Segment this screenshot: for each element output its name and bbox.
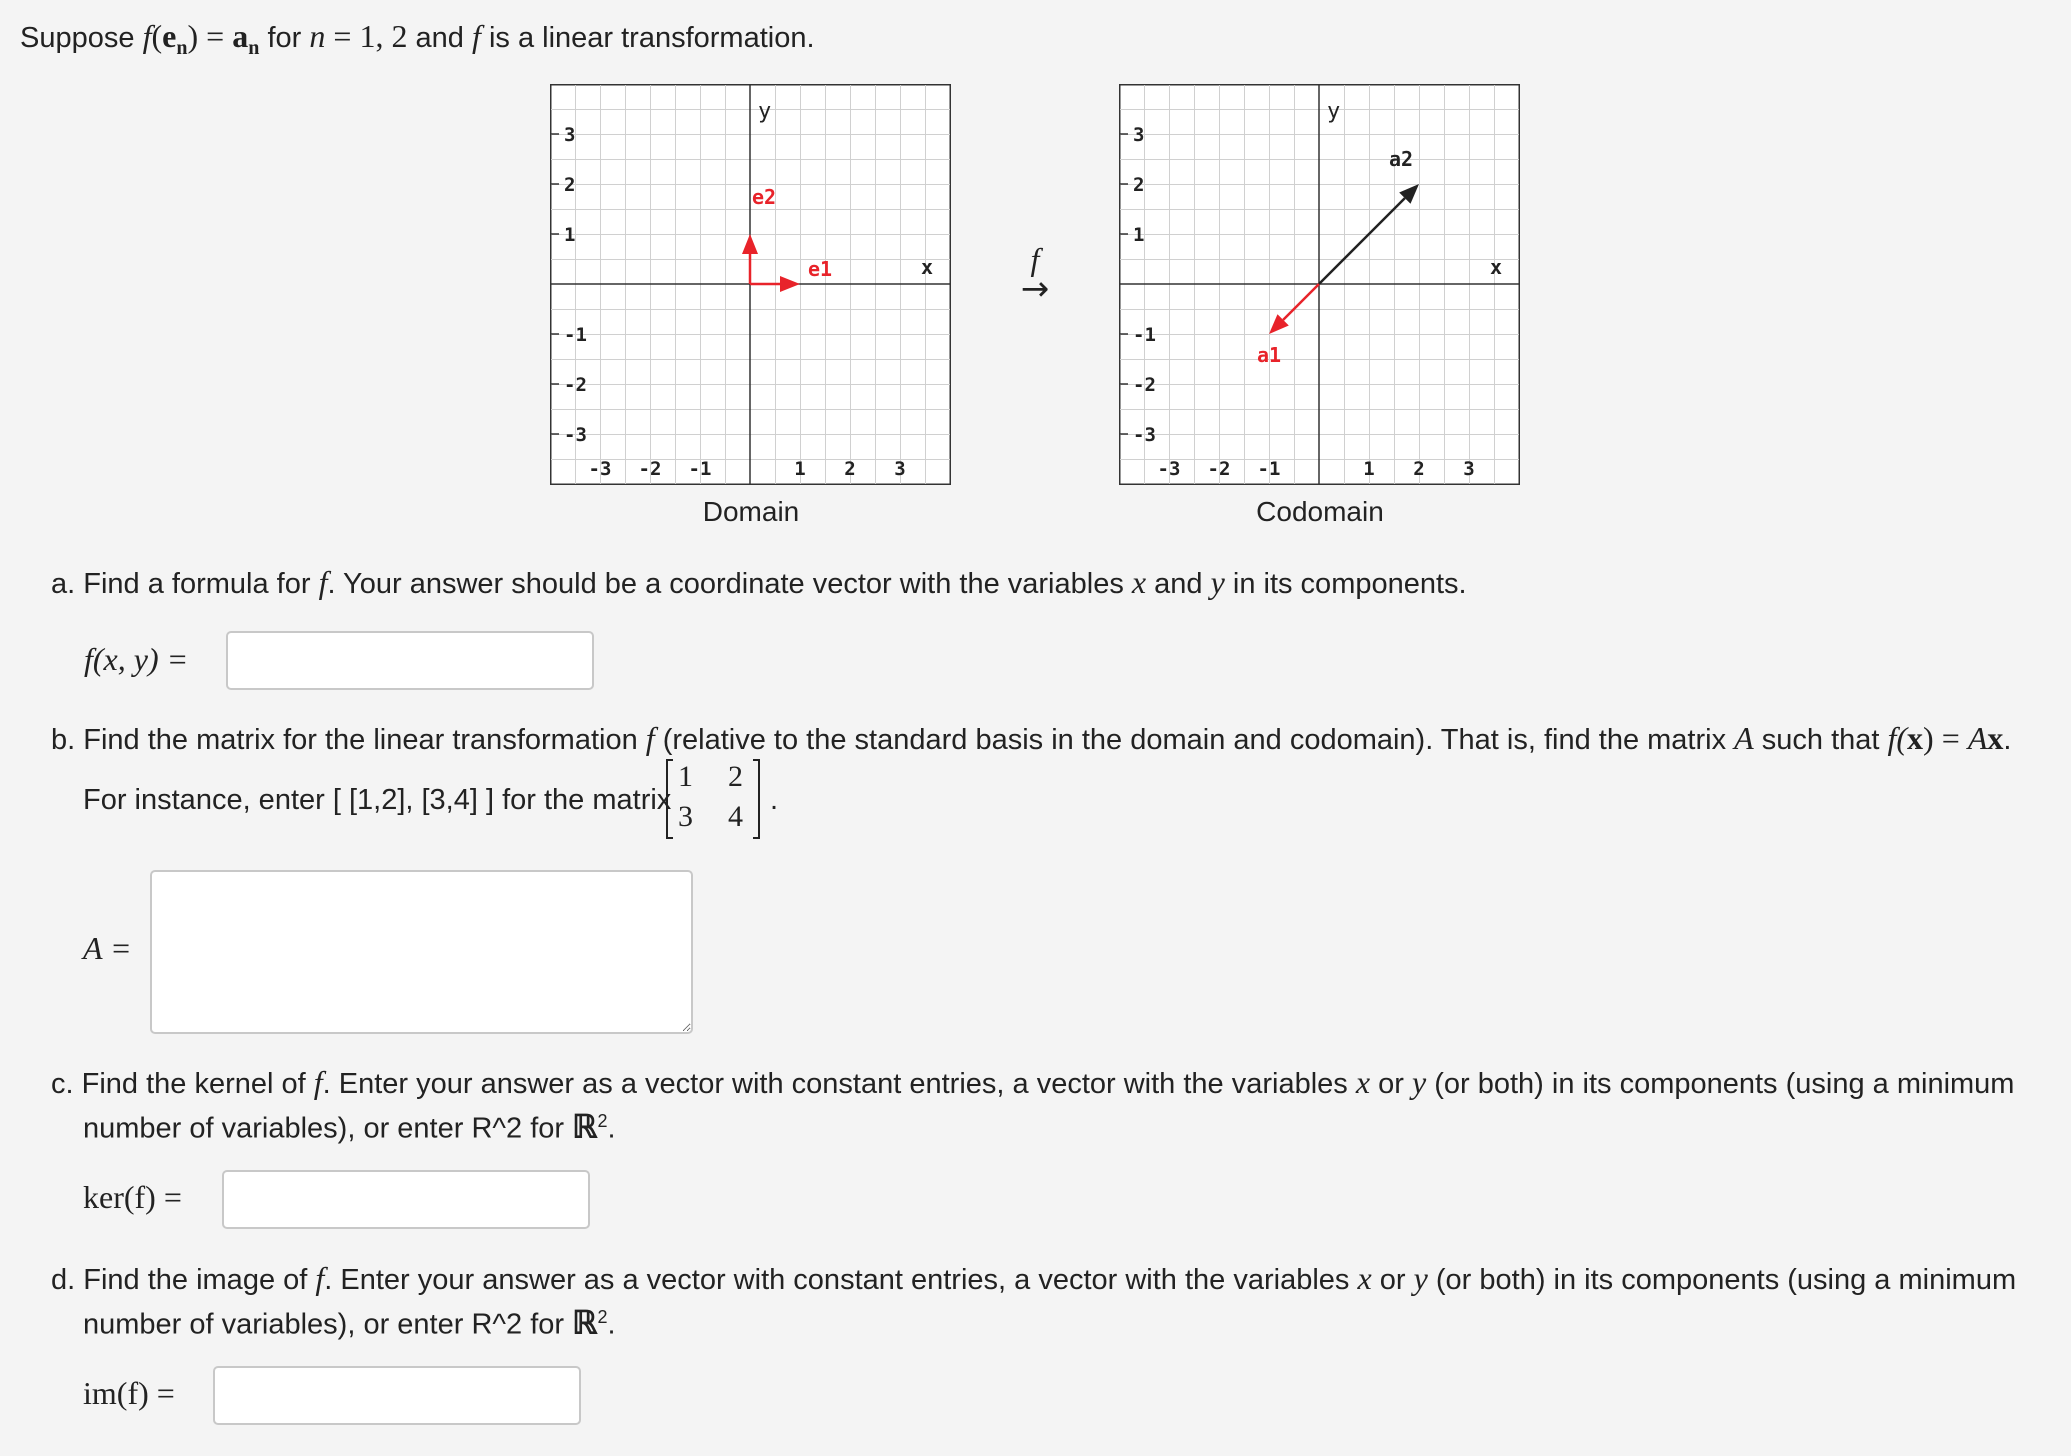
domain-ytick-label: 3 <box>564 124 576 146</box>
codomain-xtick-label: -2 <box>1207 458 1231 480</box>
codomain-ytick-label: -2 <box>1133 374 1156 396</box>
part-a-question: a. Find a formula for f. Your answer should be a coordinate vector with the variables x and y in its components. <box>51 564 1467 600</box>
part-d-question: d. Find the image of f. Enter your answer as a vector with constant entries, a vector with the variables x or y (or both) in its components (using a minimum <box>51 1260 2017 1296</box>
domain-ytick-label: -3 <box>564 424 587 446</box>
codomain-xtick-label: 1 <box>1363 458 1375 480</box>
codomain-axis-x-label: x <box>1490 255 1503 279</box>
codomain-vector-label-a2: a2 <box>1389 147 1414 171</box>
kernel-input[interactable] <box>222 1170 590 1229</box>
domain-xtick-label: 1 <box>794 458 806 480</box>
part-b-instance-text: For instance, enter [ [1,2], [3,4] ] for the matrix <box>83 784 672 816</box>
codomain-xtick-label: -1 <box>1257 458 1281 480</box>
part-d-question-line2: number of variables), or enter R^2 for ℝ$^2$. <box>83 1304 616 1341</box>
domain-ytick-label: -2 <box>564 374 587 396</box>
matrix-r2c1: 3 <box>678 800 693 833</box>
domain-axis-y-label: y <box>758 99 772 124</box>
domain-caption: Domain <box>702 496 800 527</box>
codomain-caption: Codomain <box>1256 496 1384 527</box>
formula-input[interactable] <box>226 631 594 690</box>
domain-axis-x-label: x <box>921 255 934 279</box>
matrix-input[interactable] <box>150 870 693 1034</box>
codomain-graph <box>1119 84 1520 485</box>
domain-xtick-label: -2 <box>638 458 662 480</box>
codomain-vector-label-a1: a1 <box>1257 343 1282 367</box>
part-d-lhs: im(f) = <box>83 1375 175 1411</box>
example-matrix <box>664 758 762 840</box>
codomain-xtick-label: -3 <box>1157 458 1181 480</box>
codomain-ytick-label: -3 <box>1133 424 1156 446</box>
codomain-xtick-label: 2 <box>1413 458 1425 480</box>
domain-graph <box>550 84 951 485</box>
part-c-lhs: ker(f) = <box>83 1179 182 1215</box>
domain-xtick-label: -1 <box>688 458 712 480</box>
map-arrow: → <box>1020 269 1050 309</box>
matrix-r1c1: 1 <box>678 760 693 793</box>
codomain-ytick-label: 3 <box>1133 124 1145 146</box>
domain-ytick-label: -1 <box>564 324 587 346</box>
codomain-ytick-label: 1 <box>1133 224 1145 246</box>
part-a-lhs: f(x, y) = <box>84 641 189 677</box>
part-c-question-line2: number of variables), or enter R^2 for ℝ$^2$. <box>83 1108 616 1145</box>
map-symbol <box>1010 241 1060 309</box>
codomain-xtick-label: 3 <box>1463 458 1475 480</box>
domain-ytick-label: 1 <box>564 224 576 246</box>
intro-sentence: Suppose $f(e_n) = a_n$ for n = 1, 2 and f is a linear transformation. <box>20 18 815 59</box>
domain-vector-label-e2: e2 <box>752 185 777 209</box>
domain-vector-label-e1: e1 <box>808 257 833 281</box>
image-input[interactable] <box>213 1366 581 1425</box>
codomain-ytick-label: 2 <box>1133 174 1145 196</box>
codomain-ytick-label: -1 <box>1133 324 1156 346</box>
part-b-lhs: A = <box>83 930 132 966</box>
domain-xtick-label: -3 <box>588 458 612 480</box>
codomain-axis-y-label: y <box>1327 99 1341 124</box>
domain-xtick-label: 2 <box>844 458 856 480</box>
part-c-question: c. Find the kernel of f. Enter your answer as a vector with constant entries, a vector with the variables x or y (or both) in its components (using a minimum <box>51 1064 2015 1100</box>
domain-xtick-label: 3 <box>894 458 906 480</box>
matrix-period: . <box>770 784 779 816</box>
part-b-question: b. Find the matrix for the linear transformation f (relative to the standard basis in the domain and codomain). That is, find the matrix A such that f(x) = Ax. <box>51 720 2012 756</box>
matrix-r1c2: 2 <box>728 760 743 793</box>
domain-ytick-label: 2 <box>564 174 576 196</box>
map-f-label: f <box>1030 241 1040 277</box>
matrix-r2c2: 4 <box>728 800 743 833</box>
